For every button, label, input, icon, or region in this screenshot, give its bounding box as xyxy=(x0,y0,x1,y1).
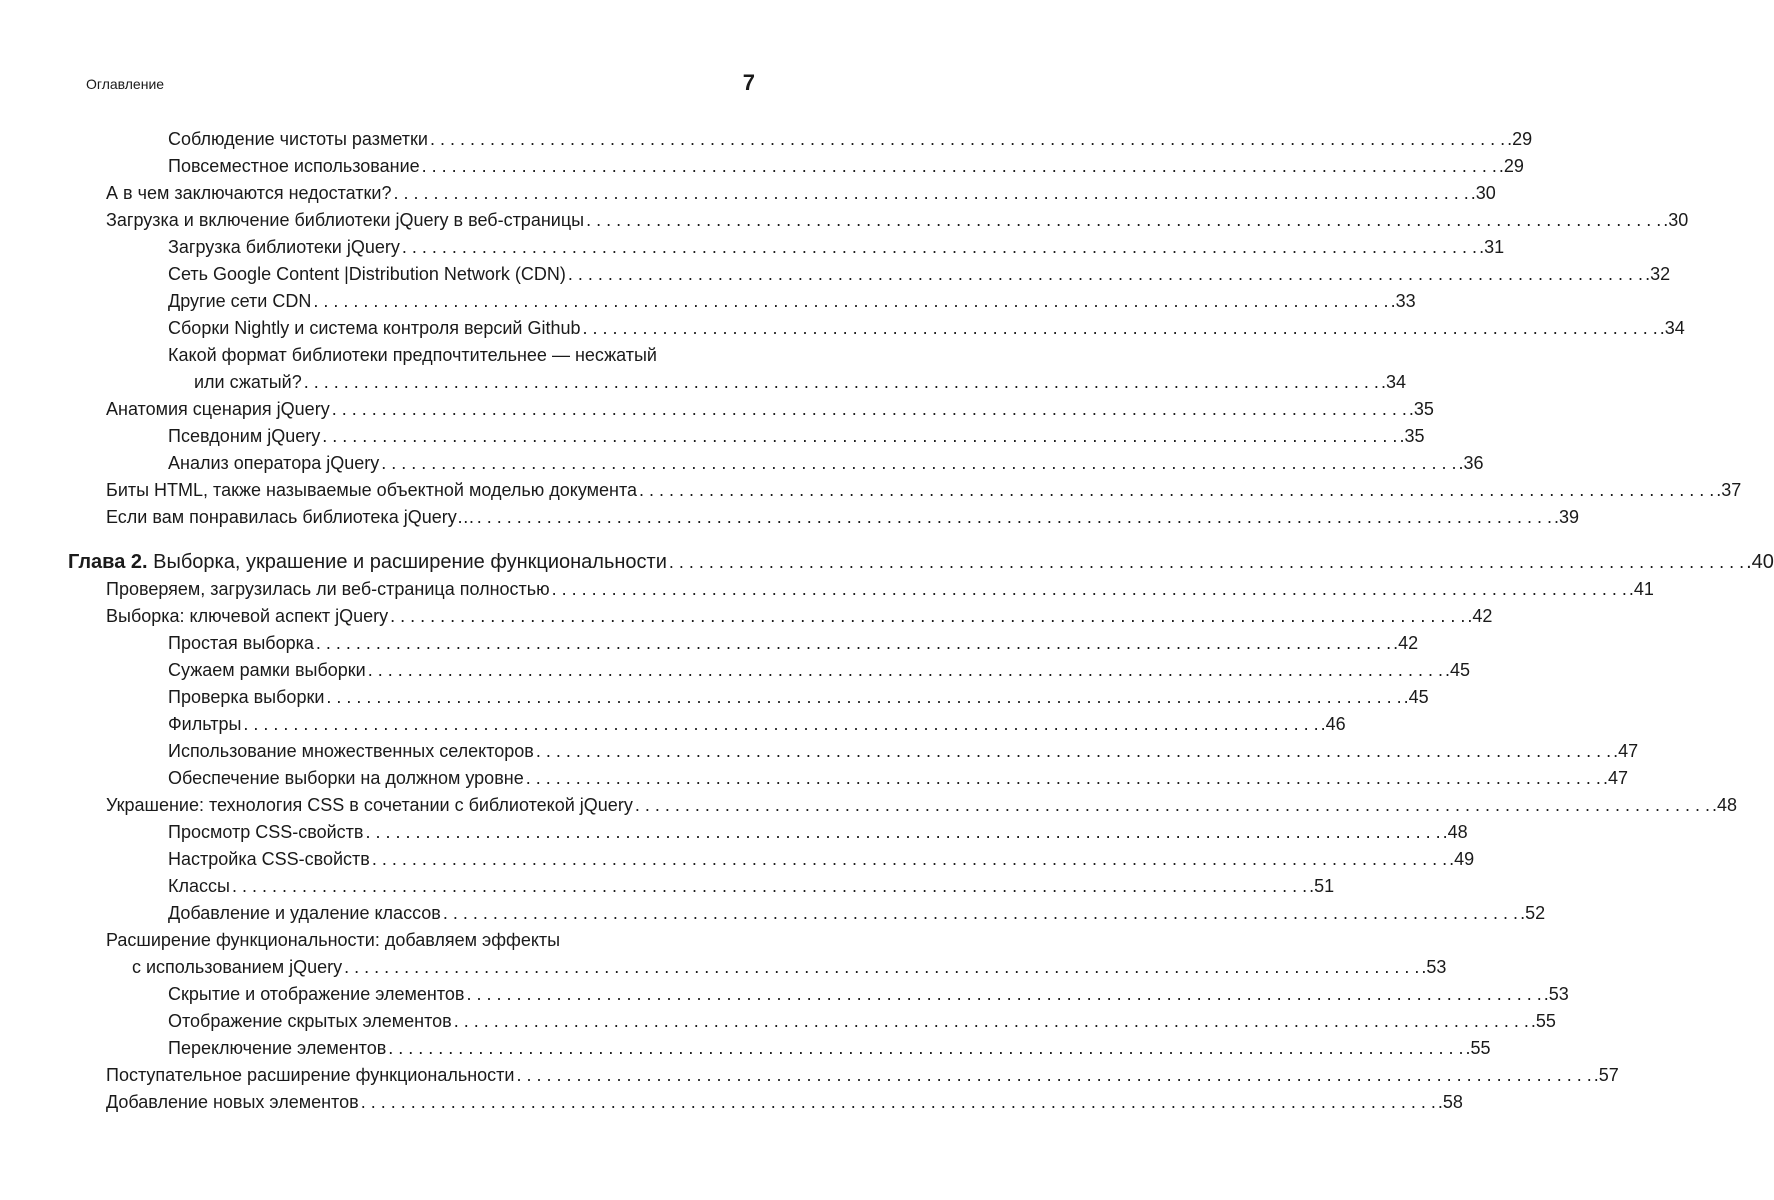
toc-entry[interactable] xyxy=(68,126,1533,153)
toc-entry-title: Сеть Google Content |Distribution Network (CDN) xyxy=(168,264,566,284)
toc-entry-title: Соблюдение чистоты разметки xyxy=(168,129,428,149)
toc-chapter-entry[interactable] xyxy=(68,549,1774,576)
toc-entry-title: Фильтры xyxy=(168,714,242,734)
dot-leader xyxy=(388,1035,1463,1062)
toc-page-number: .34 xyxy=(1659,318,1685,338)
toc-page-number: .33 xyxy=(1390,291,1416,311)
page-number: 7 xyxy=(742,70,755,95)
toc-entry-title: Анатомия сценария jQuery xyxy=(106,399,330,419)
toc-entry[interactable] xyxy=(68,576,1654,603)
chapter-title: Выборка, украшение и расширение функциональности xyxy=(147,551,667,573)
toc-entry[interactable] xyxy=(68,900,1546,927)
toc-entry-title: Сужаем рамки выборки xyxy=(168,660,366,680)
toc-entry[interactable] xyxy=(68,1089,1463,1116)
toc-entry[interactable] xyxy=(68,684,1429,711)
dot-leader xyxy=(526,765,1601,792)
table-of-contents xyxy=(68,126,1774,1116)
toc-page-number: .53 xyxy=(1421,957,1447,977)
toc-entry[interactable] xyxy=(68,765,1628,792)
toc-page-number: .48 xyxy=(1442,822,1468,842)
toc-entry-title: Скрытие и отображение элементов xyxy=(168,984,465,1004)
toc-entry[interactable] xyxy=(68,504,1579,531)
toc-page-number: .58 xyxy=(1437,1092,1463,1112)
running-title: Оглавление xyxy=(86,76,165,92)
toc-entry-title: Загрузка и включение библиотеки jQuery в веб-страницы xyxy=(106,210,585,230)
dot-leader xyxy=(536,738,1611,765)
dot-leader xyxy=(243,711,1318,738)
toc-entry-title: Украшение: технология CSS в сочетании с библиотекой jQuery xyxy=(106,795,633,815)
toc-entry[interactable] xyxy=(68,315,1685,342)
toc-entry[interactable] xyxy=(68,1008,1556,1035)
dot-leader xyxy=(422,153,1497,180)
toc-entry-title: Проверка выборки xyxy=(168,687,325,707)
toc-entry-title: Выборка: ключевой аспект jQuery xyxy=(106,606,389,626)
toc-entry[interactable] xyxy=(68,657,1470,684)
toc-page-number: .42 xyxy=(1393,633,1419,653)
dot-leader xyxy=(326,684,1401,711)
toc-entry-title: Сборки Nightly и система контроля версий Github xyxy=(168,318,581,338)
toc-page-number: .57 xyxy=(1593,1065,1619,1085)
dot-leader xyxy=(393,180,1468,207)
toc-entry[interactable] xyxy=(68,207,1689,234)
toc-page-number: .53 xyxy=(1543,984,1569,1004)
toc-entry[interactable] xyxy=(68,477,1742,504)
toc-entry[interactable] xyxy=(68,234,1505,261)
dot-leader xyxy=(381,450,1456,477)
toc-entry-title: Использование множественных селекторов xyxy=(168,741,534,761)
toc-page-number: .35 xyxy=(1399,426,1425,446)
dot-leader xyxy=(402,234,1477,261)
toc-entry[interactable] xyxy=(68,981,1569,1008)
dot-leader xyxy=(368,657,1443,684)
dot-leader xyxy=(454,1008,1529,1035)
toc-entry[interactable] xyxy=(68,738,1639,765)
toc-page-number: .29 xyxy=(1507,129,1533,149)
toc-page-number: .39 xyxy=(1553,507,1579,527)
toc-page-number: .49 xyxy=(1449,849,1475,869)
chapter-label: Глава 2. xyxy=(68,551,148,573)
running-header xyxy=(86,70,755,94)
toc-entry[interactable] xyxy=(68,180,1496,207)
toc-entry-title: Проверяем, загрузилась ли веб-страница полностью xyxy=(106,579,550,599)
toc-entry-title-line1: Расширение функциональности: добавляем эффекты xyxy=(106,930,561,950)
toc-entry-title: Классы xyxy=(168,876,230,896)
dot-leader xyxy=(372,846,1447,873)
toc-entry[interactable] xyxy=(68,819,1468,846)
toc-page-number: .55 xyxy=(1465,1038,1491,1058)
toc-page-number: .37 xyxy=(1716,480,1742,500)
toc-entry-title: Добавление новых элементов xyxy=(106,1092,359,1112)
toc-page-number: .47 xyxy=(1613,741,1639,761)
toc-entry-title-line1: Какой формат библиотеки предпочтительнее — несжатый xyxy=(168,345,657,365)
toc-entry[interactable] xyxy=(68,342,1406,396)
toc-entry[interactable] xyxy=(68,846,1475,873)
toc-page-number: .51 xyxy=(1309,876,1335,896)
toc-entry[interactable] xyxy=(68,261,1671,288)
dot-leader xyxy=(361,1089,1436,1116)
toc-entry-title: Анализ оператора jQuery xyxy=(168,453,380,473)
toc-entry[interactable] xyxy=(68,396,1434,423)
toc-page-number: .46 xyxy=(1320,714,1346,734)
toc-page-number: .30 xyxy=(1470,183,1496,203)
dot-leader xyxy=(443,900,1518,927)
toc-page-number: .48 xyxy=(1712,795,1738,815)
toc-entry-title: Если вам понравилась библиотека jQuery… xyxy=(106,507,475,527)
toc-page-number: .42 xyxy=(1467,606,1493,626)
toc-entry-title: Другие сети CDN xyxy=(168,291,312,311)
toc-entry[interactable] xyxy=(68,288,1416,315)
dot-leader xyxy=(304,369,1379,396)
toc-entry-title: с использованием jQuery xyxy=(132,957,343,977)
dot-leader xyxy=(635,792,1710,819)
toc-entry-title: Поступательное расширение функциональности xyxy=(106,1065,515,1085)
toc-entry-title: Простая выборка xyxy=(168,633,314,653)
toc-entry[interactable] xyxy=(68,927,1447,981)
toc-entry-title: или сжатый? xyxy=(194,372,302,392)
dot-leader xyxy=(430,126,1505,153)
toc-entry-title: Обеспечение выборки на должном уровне xyxy=(168,768,524,788)
toc-page-number: .36 xyxy=(1458,453,1484,473)
toc-page-number: .45 xyxy=(1444,660,1470,680)
dot-leader xyxy=(639,477,1714,504)
dot-leader xyxy=(552,576,1627,603)
toc-entry[interactable] xyxy=(68,792,1738,819)
toc-entry[interactable] xyxy=(68,873,1335,900)
toc-entry-title: Псевдоним jQuery xyxy=(168,426,321,446)
toc-page-number: .30 xyxy=(1663,210,1689,230)
dot-leader xyxy=(322,423,1397,450)
dot-leader xyxy=(390,603,1465,630)
toc-entry[interactable] xyxy=(68,450,1484,477)
toc-entry-title: Переключение элементов xyxy=(168,1038,387,1058)
dot-leader xyxy=(332,396,1407,423)
toc-page-number: .41 xyxy=(1628,579,1654,599)
dot-leader xyxy=(477,504,1552,531)
toc-entry[interactable] xyxy=(68,1062,1619,1089)
dot-leader xyxy=(365,819,1440,846)
toc-entry-title: А в чем заключаются недостатки? xyxy=(106,183,392,203)
toc-entry-title: Повсеместное использование xyxy=(168,156,420,176)
dot-leader xyxy=(344,954,1419,981)
toc-page-number: .35 xyxy=(1408,399,1434,419)
toc-entry[interactable] xyxy=(68,603,1493,630)
toc-page-number: .55 xyxy=(1530,1011,1556,1031)
toc-entry-title: Отображение скрытых элементов xyxy=(168,1011,452,1031)
dot-leader xyxy=(568,261,1643,288)
toc-page-number: .29 xyxy=(1498,156,1524,176)
toc-entry[interactable] xyxy=(68,711,1346,738)
toc-entry[interactable] xyxy=(68,153,1524,180)
toc-page-number: .31 xyxy=(1479,237,1505,257)
dot-leader xyxy=(669,549,1744,576)
toc-page-number: .34 xyxy=(1380,372,1406,392)
toc-entry-title: Настройка CSS-свойств xyxy=(168,849,370,869)
toc-entry[interactable] xyxy=(68,423,1425,450)
toc-entry[interactable] xyxy=(68,1035,1491,1062)
toc-page-number: .52 xyxy=(1520,903,1546,923)
toc-entry-title: Биты HTML, также называемые объектной моделью документа xyxy=(106,480,638,500)
toc-entry-title: Просмотр CSS-свойств xyxy=(168,822,364,842)
toc-page-number: .45 xyxy=(1403,687,1429,707)
toc-entry-title: Добавление и удаление классов xyxy=(168,903,441,923)
toc-page-number: .47 xyxy=(1602,768,1628,788)
toc-entry-title xyxy=(68,549,667,576)
dot-leader xyxy=(467,981,1542,1008)
toc-entry[interactable] xyxy=(68,630,1419,657)
toc-entry-title: Загрузка библиотеки jQuery xyxy=(168,237,400,257)
dot-leader xyxy=(316,630,1391,657)
dot-leader xyxy=(583,315,1658,342)
dot-leader xyxy=(313,288,1388,315)
toc-page-number: .32 xyxy=(1645,264,1671,284)
dot-leader xyxy=(232,873,1307,900)
toc-page-number: .40 xyxy=(1746,551,1774,573)
dot-leader xyxy=(586,207,1661,234)
dot-leader xyxy=(516,1062,1591,1089)
